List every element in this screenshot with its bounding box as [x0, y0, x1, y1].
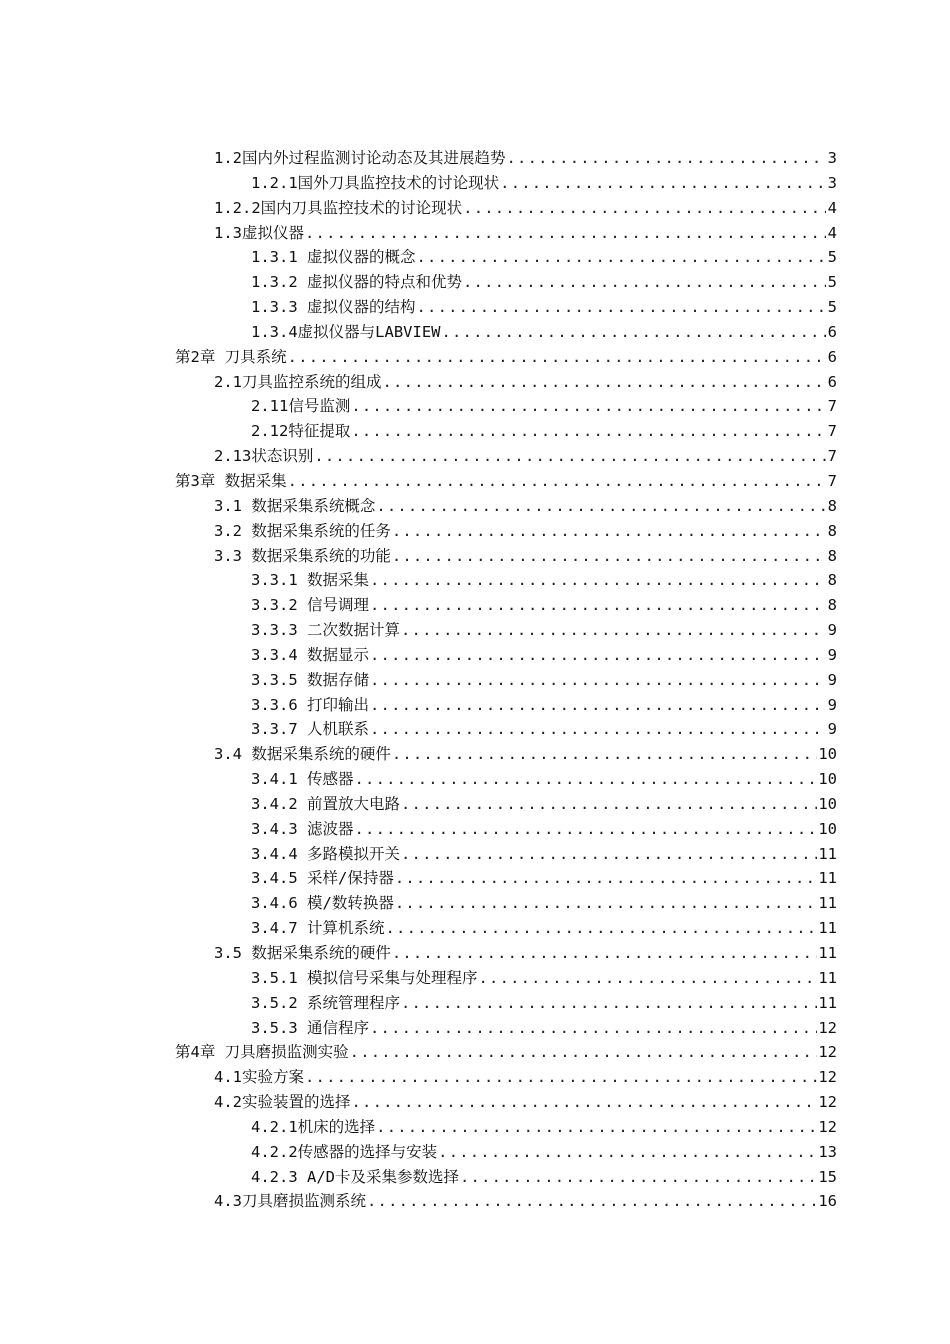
toc-page-number: 11: [818, 869, 837, 888]
dot-leader: [507, 146, 827, 171]
toc-entry[interactable]: [251, 171, 837, 196]
toc-entry-title: 第3章 数据采集: [175, 471, 287, 490]
toc-entry-row[interactable]: [0, 742, 950, 767]
toc-entry-row[interactable]: [0, 444, 950, 469]
toc-entry-title: 3.3.4 数据显示: [251, 645, 369, 664]
toc-entry-row[interactable]: [0, 544, 950, 569]
toc-page-number: 11: [818, 894, 837, 913]
dot-leader: [370, 643, 826, 668]
toc-entry-row[interactable]: [0, 1165, 950, 1190]
toc-entry-row[interactable]: [0, 469, 950, 494]
toc-entry-row[interactable]: [0, 270, 950, 295]
toc-entry[interactable]: [251, 1140, 837, 1165]
toc-entry-row[interactable]: [0, 568, 950, 593]
dot-leader: [370, 1016, 817, 1041]
toc-entry[interactable]: [251, 394, 837, 419]
toc-entry[interactable]: [214, 1065, 837, 1090]
toc-entry[interactable]: [251, 1016, 837, 1041]
toc-entry[interactable]: [251, 618, 837, 643]
toc-page-number: 7: [827, 447, 837, 466]
toc-entry-row[interactable]: [0, 419, 950, 444]
toc-entry-title: 1.2.1国外刀具监控技术的讨论现状: [251, 173, 500, 192]
toc-entry-row[interactable]: [0, 245, 950, 270]
dot-leader: [392, 742, 818, 767]
toc-entry-title: 3.3.3 二次数据计算: [251, 621, 400, 640]
toc-page-number: 7: [827, 471, 837, 490]
toc-entry[interactable]: [251, 991, 837, 1016]
dot-leader: [401, 618, 826, 643]
dot-leader: [401, 991, 817, 1016]
toc-entry-title: 3.4 数据采集系统的硬件: [214, 745, 391, 764]
toc-entry[interactable]: [251, 866, 837, 891]
toc-entry-row[interactable]: [0, 320, 950, 345]
toc-entry-row[interactable]: [0, 717, 950, 742]
toc-page-number: 11: [818, 968, 837, 987]
dot-leader: [370, 693, 826, 718]
toc-page-number: 12: [818, 1018, 837, 1037]
toc-entry-row[interactable]: [0, 668, 950, 693]
toc-entry[interactable]: [251, 643, 837, 668]
toc-page-number: 6: [827, 372, 837, 391]
toc-entry-row[interactable]: [0, 891, 950, 916]
toc-entry-title: 4.2.2传感器的选择与安装: [251, 1142, 438, 1161]
toc-entry[interactable]: [251, 270, 837, 295]
toc-entry-row[interactable]: [0, 1090, 950, 1115]
toc-page-number: 9: [827, 645, 837, 664]
toc-entry-row[interactable]: [0, 941, 950, 966]
dot-leader: [463, 196, 826, 221]
toc-entry-row[interactable]: [0, 643, 950, 668]
toc-entry-title: 1.2国内外过程监测讨论动态及其进展趋势: [214, 149, 506, 167]
toc-entry-row[interactable]: [0, 519, 950, 544]
dot-leader: [386, 916, 818, 941]
toc-entry-row[interactable]: [0, 866, 950, 891]
toc-entry-row[interactable]: [0, 196, 950, 221]
toc-entry-title: 3.3 数据采集系统的功能: [214, 546, 391, 565]
toc-entry[interactable]: [251, 916, 837, 941]
toc-entry-title: 3.5 数据采集系统的硬件: [214, 944, 391, 962]
toc-page-number: 5: [827, 248, 837, 267]
toc-entry-title: 3.4.4 多路模拟开关: [251, 844, 400, 863]
toc-entry-row[interactable]: [0, 1140, 950, 1165]
toc-page-number: 11: [818, 919, 837, 938]
toc-entry-title: 3.5.2 系统管理程序: [251, 993, 400, 1012]
toc-entry-row[interactable]: [0, 991, 950, 1016]
toc-entry[interactable]: [251, 593, 837, 618]
dot-leader: [392, 941, 818, 966]
toc-entry-title: 1.2.2国内刀具监控技术的讨论现状: [214, 198, 463, 217]
toc-entry[interactable]: [251, 767, 837, 792]
toc-page-number: 9: [827, 720, 837, 739]
toc-entry-row[interactable]: [0, 842, 950, 867]
toc-entry-row[interactable]: [0, 1065, 950, 1090]
dot-leader: [401, 842, 817, 867]
toc-entry-row[interactable]: [0, 221, 950, 246]
toc-page-number: 12: [818, 1093, 837, 1112]
toc-entry[interactable]: [214, 519, 837, 544]
toc-page-number: 10: [818, 794, 837, 813]
toc-entry[interactable]: [251, 295, 837, 320]
toc-entry-title: 3.3.2 信号调理: [251, 596, 369, 615]
dot-leader: [352, 1090, 818, 1115]
toc-entry[interactable]: [251, 1165, 837, 1190]
toc-page-number: 3: [827, 149, 837, 167]
toc-entry-title: 3.1 数据采集系统概念: [214, 496, 376, 515]
toc-page-number: 10: [818, 745, 837, 764]
toc-entry[interactable]: [251, 817, 837, 842]
toc-entry-title: 第2章 刀具系统: [175, 347, 287, 366]
toc-entry-row[interactable]: [0, 966, 950, 991]
dot-leader: [438, 1140, 817, 1165]
toc-page-number: 12: [818, 1068, 837, 1087]
toc-entry[interactable]: [214, 196, 837, 221]
toc-entry-title: 2.11信号监测: [251, 397, 351, 416]
toc-page-number: 8: [827, 546, 837, 565]
toc-page-number: 6: [827, 322, 837, 341]
toc-entry-title: 4.2.3 A/D卡及采集参数选择: [251, 1167, 459, 1186]
toc-page-number: 11: [818, 993, 837, 1012]
dot-leader: [417, 245, 827, 270]
dot-leader: [370, 668, 826, 693]
toc-entry-row[interactable]: [0, 1016, 950, 1041]
dot-leader: [392, 519, 826, 544]
toc-page-number: 12: [818, 1043, 837, 1062]
toc-entry-title: 3.5.3 通信程序: [251, 1018, 369, 1037]
dot-leader: [351, 394, 826, 419]
toc-entry[interactable]: [214, 742, 837, 767]
toc-entry[interactable]: [175, 469, 837, 494]
dot-leader: [355, 817, 818, 842]
toc-page-number: 8: [827, 521, 837, 540]
toc-entry-row[interactable]: [0, 593, 950, 618]
dot-leader: [288, 345, 826, 370]
toc-page-number: 3: [827, 173, 837, 192]
toc-entry[interactable]: [251, 693, 837, 718]
dot-leader: [376, 494, 826, 519]
toc-entry-title: 3.3.1 数据采集: [251, 571, 369, 590]
dot-leader: [463, 270, 826, 295]
toc-entry[interactable]: [175, 345, 837, 370]
toc-entry-title: 3.3.6 打印输出: [251, 695, 369, 714]
toc-entry-title: 2.1刀具监控系统的组成: [214, 372, 382, 391]
toc-entry-row[interactable]: [0, 817, 950, 842]
toc-entry-row[interactable]: [0, 345, 950, 370]
toc-entry[interactable]: [214, 494, 837, 519]
toc-entry[interactable]: [251, 568, 837, 593]
toc-entry-title: 4.2实验装置的选择: [214, 1093, 351, 1112]
toc-entry-title: 3.4.6 模/数转换器: [251, 894, 394, 913]
dot-leader: [351, 419, 826, 444]
toc-entry[interactable]: [251, 966, 837, 991]
toc-entry-row[interactable]: [0, 693, 950, 718]
dot-leader: [460, 1165, 817, 1190]
dot-leader: [395, 891, 818, 916]
toc-entry[interactable]: [214, 1189, 837, 1214]
toc-entry[interactable]: [251, 717, 837, 742]
dot-leader: [383, 370, 827, 395]
toc-page-number: 16: [818, 1192, 837, 1211]
toc-entry[interactable]: [251, 792, 837, 817]
toc-entry-row[interactable]: [0, 394, 950, 419]
toc-entry[interactable]: [214, 1090, 837, 1115]
dot-leader: [288, 469, 826, 494]
toc-page-number: 4: [827, 223, 837, 242]
toc-page-number: 5: [827, 298, 837, 317]
toc-entry-row[interactable]: [0, 916, 950, 941]
toc-page-number: 15: [818, 1167, 837, 1186]
dot-leader: [355, 767, 818, 792]
dot-leader: [305, 221, 826, 246]
toc-page-number: 10: [818, 819, 837, 838]
toc-entry-title: 3.3.7 人机联系: [251, 720, 369, 739]
toc-entry[interactable]: [214, 941, 837, 966]
toc-entry-title: 3.3.5 数据存储: [251, 670, 369, 689]
toc-entry-title: 4.3刀具磨损监测系统: [214, 1192, 366, 1211]
toc-page-number: 10: [818, 770, 837, 789]
toc-page-number: 9: [827, 695, 837, 714]
toc-entry[interactable]: [251, 1115, 837, 1140]
dot-leader: [441, 320, 826, 345]
toc-page-number: 7: [827, 422, 837, 441]
toc-entry-row[interactable]: [0, 1040, 950, 1065]
toc-entry-title: 1.3.2 虚拟仪器的特点和优势: [251, 273, 462, 292]
dot-leader: [417, 295, 827, 320]
toc-entry-title: 4.1实验方案: [214, 1068, 304, 1087]
toc-entry[interactable]: [214, 444, 837, 469]
dot-leader: [314, 444, 826, 469]
toc-entry[interactable]: [251, 419, 837, 444]
toc-page-number: 11: [818, 944, 837, 962]
dot-leader: [370, 717, 826, 742]
toc-page-number: 13: [818, 1142, 837, 1161]
toc-entry-row[interactable]: [0, 792, 950, 817]
toc-page-number: 7: [827, 397, 837, 416]
toc-entry-title: 1.3.3 虚拟仪器的结构: [251, 298, 416, 317]
toc-entry[interactable]: [251, 891, 837, 916]
toc-page-number: 8: [827, 571, 837, 590]
dot-leader: [401, 792, 817, 817]
toc-entry[interactable]: [251, 668, 837, 693]
dot-leader: [479, 966, 818, 991]
toc-entry-title: 3.4.3 滤波器: [251, 819, 354, 838]
toc-entry-title: 1.3.1 虚拟仪器的概念: [251, 248, 416, 267]
toc-entry-row[interactable]: [0, 370, 950, 395]
toc-page-number: 8: [827, 596, 837, 615]
toc-entry-title: 1.3.4虚拟仪器与LABVIEW: [251, 322, 441, 341]
toc-entry-row[interactable]: [0, 1189, 950, 1214]
toc-page-number: 4: [827, 198, 837, 217]
toc-entry-title: 3.5.1 模拟信号采集与处理程序: [251, 968, 478, 987]
dot-leader: [392, 544, 826, 569]
dot-leader: [395, 866, 818, 891]
dot-leader: [350, 1040, 818, 1065]
toc-page-number: 11: [818, 844, 837, 863]
toc-entry[interactable]: [214, 146, 837, 171]
toc-page-number: 9: [827, 621, 837, 640]
toc-page-number: 12: [818, 1117, 837, 1136]
toc-page-number: 9: [827, 670, 837, 689]
toc-entry-title: 3.4.1 传感器: [251, 770, 354, 789]
toc-entry[interactable]: [214, 544, 837, 569]
toc-entry[interactable]: [175, 1040, 837, 1065]
toc-entry-title: 3.4.2 前置放大电路: [251, 794, 400, 813]
toc-entry-title: 3.4.7 计算机系统: [251, 919, 385, 938]
toc-entry-title: 1.3虚拟仪器: [214, 223, 304, 242]
toc-entry-row[interactable]: [0, 1115, 950, 1140]
toc-entry-title: 2.13状态识别: [214, 447, 314, 466]
toc-entry-title: 3.4.5 采样/保持器: [251, 869, 394, 888]
toc-entry[interactable]: [251, 842, 837, 867]
dot-leader: [370, 593, 826, 618]
toc-entry-title: 4.2.1机床的选择: [251, 1117, 376, 1136]
toc-page-number: 5: [827, 273, 837, 292]
dot-leader: [376, 1115, 817, 1140]
toc-entry-title: 3.2 数据采集系统的任务: [214, 521, 391, 540]
dot-leader: [367, 1189, 817, 1214]
toc-entry-row[interactable]: [0, 146, 950, 171]
table-of-contents: [0, 146, 950, 1214]
toc-page-number: 6: [827, 347, 837, 366]
toc-entry-title: 2.12特征提取: [251, 422, 351, 441]
toc-entry-row[interactable]: [0, 618, 950, 643]
toc-entry[interactable]: [251, 245, 837, 270]
toc-entry-title: 第4章 刀具磨损监测实验: [175, 1043, 349, 1062]
dot-leader: [500, 171, 826, 196]
dot-leader: [305, 1065, 817, 1090]
toc-entry[interactable]: [214, 370, 837, 395]
toc-entry-row[interactable]: [0, 171, 950, 196]
toc-page-number: 8: [827, 496, 837, 515]
toc-entry-row[interactable]: [0, 767, 950, 792]
toc-entry-row[interactable]: [0, 494, 950, 519]
toc-entry-row[interactable]: [0, 295, 950, 320]
toc-entry[interactable]: [214, 221, 837, 246]
dot-leader: [370, 568, 826, 593]
toc-entry[interactable]: [251, 320, 837, 345]
